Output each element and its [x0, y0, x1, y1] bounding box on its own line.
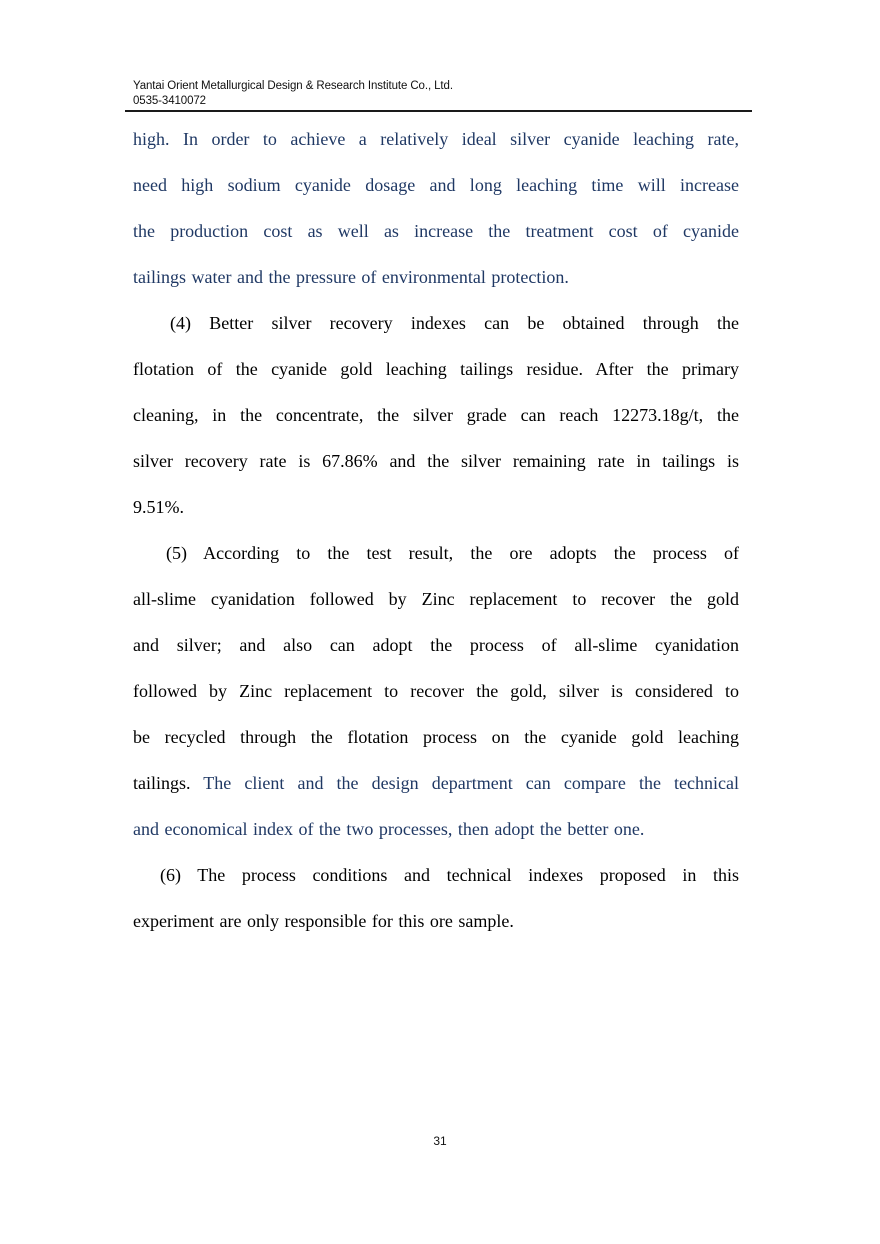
body-line: experiment are only responsible for this ore sample.: [133, 911, 514, 931]
text-run-black: tailings.: [133, 773, 204, 793]
body-line: 9.51%.: [133, 497, 184, 517]
body-line: (6) The process conditions and technical indexes proposed in this: [160, 865, 739, 885]
body-line: [133, 760, 739, 806]
body-line: the production cost as well as increase the treatment cost of cyanide: [133, 221, 739, 241]
header-phone-number: 0535-3410072: [133, 95, 206, 107]
body-line: (4) Better silver recovery indexes can be obtained through the: [170, 313, 739, 333]
text-run-blue: The client and the design department can compare the technical: [203, 773, 739, 793]
body-line: and economical index of the two processes, then adopt the better one.: [133, 819, 645, 839]
body-line: high. In order to achieve a relatively ideal silver cyanide leaching rate,: [133, 129, 739, 149]
body-line: followed by Zinc replacement to recover the gold, silver is considered to: [133, 681, 739, 701]
body-line: all-slime cyanidation followed by Zinc replacement to recover the gold: [133, 589, 739, 609]
header-divider-rule: [125, 110, 752, 112]
body-line: flotation of the cyanide gold leaching tailings residue. After the primary: [133, 359, 739, 379]
document-body: [133, 116, 739, 944]
body-line: need high sodium cyanide dosage and long leaching time will increase: [133, 175, 739, 195]
body-line: silver recovery rate is 67.86% and the silver remaining rate in tailings is: [133, 451, 739, 471]
page-number: 31: [433, 1134, 447, 1148]
paragraph-conclusion-4: [133, 300, 739, 530]
page-footer: [0, 1134, 880, 1148]
body-line: tailings water and the pressure of environmental protection.: [133, 267, 569, 287]
paragraph-continued: [133, 116, 739, 300]
header-company-name: Yantai Orient Metallurgical Design & Research Institute Co., Ltd.: [133, 80, 453, 92]
body-line: be recycled through the flotation process on the cyanide gold leaching: [133, 727, 739, 747]
body-line: and silver; and also can adopt the process of all-slime cyanidation: [133, 635, 739, 655]
paragraph-conclusion-6: [133, 852, 739, 944]
body-line: (5) According to the test result, the ore adopts the process of: [166, 543, 739, 563]
page-header: [133, 79, 753, 109]
paragraph-conclusion-5: [133, 530, 739, 852]
body-line: cleaning, in the concentrate, the silver grade can reach 12273.18g/t, the: [133, 405, 739, 425]
